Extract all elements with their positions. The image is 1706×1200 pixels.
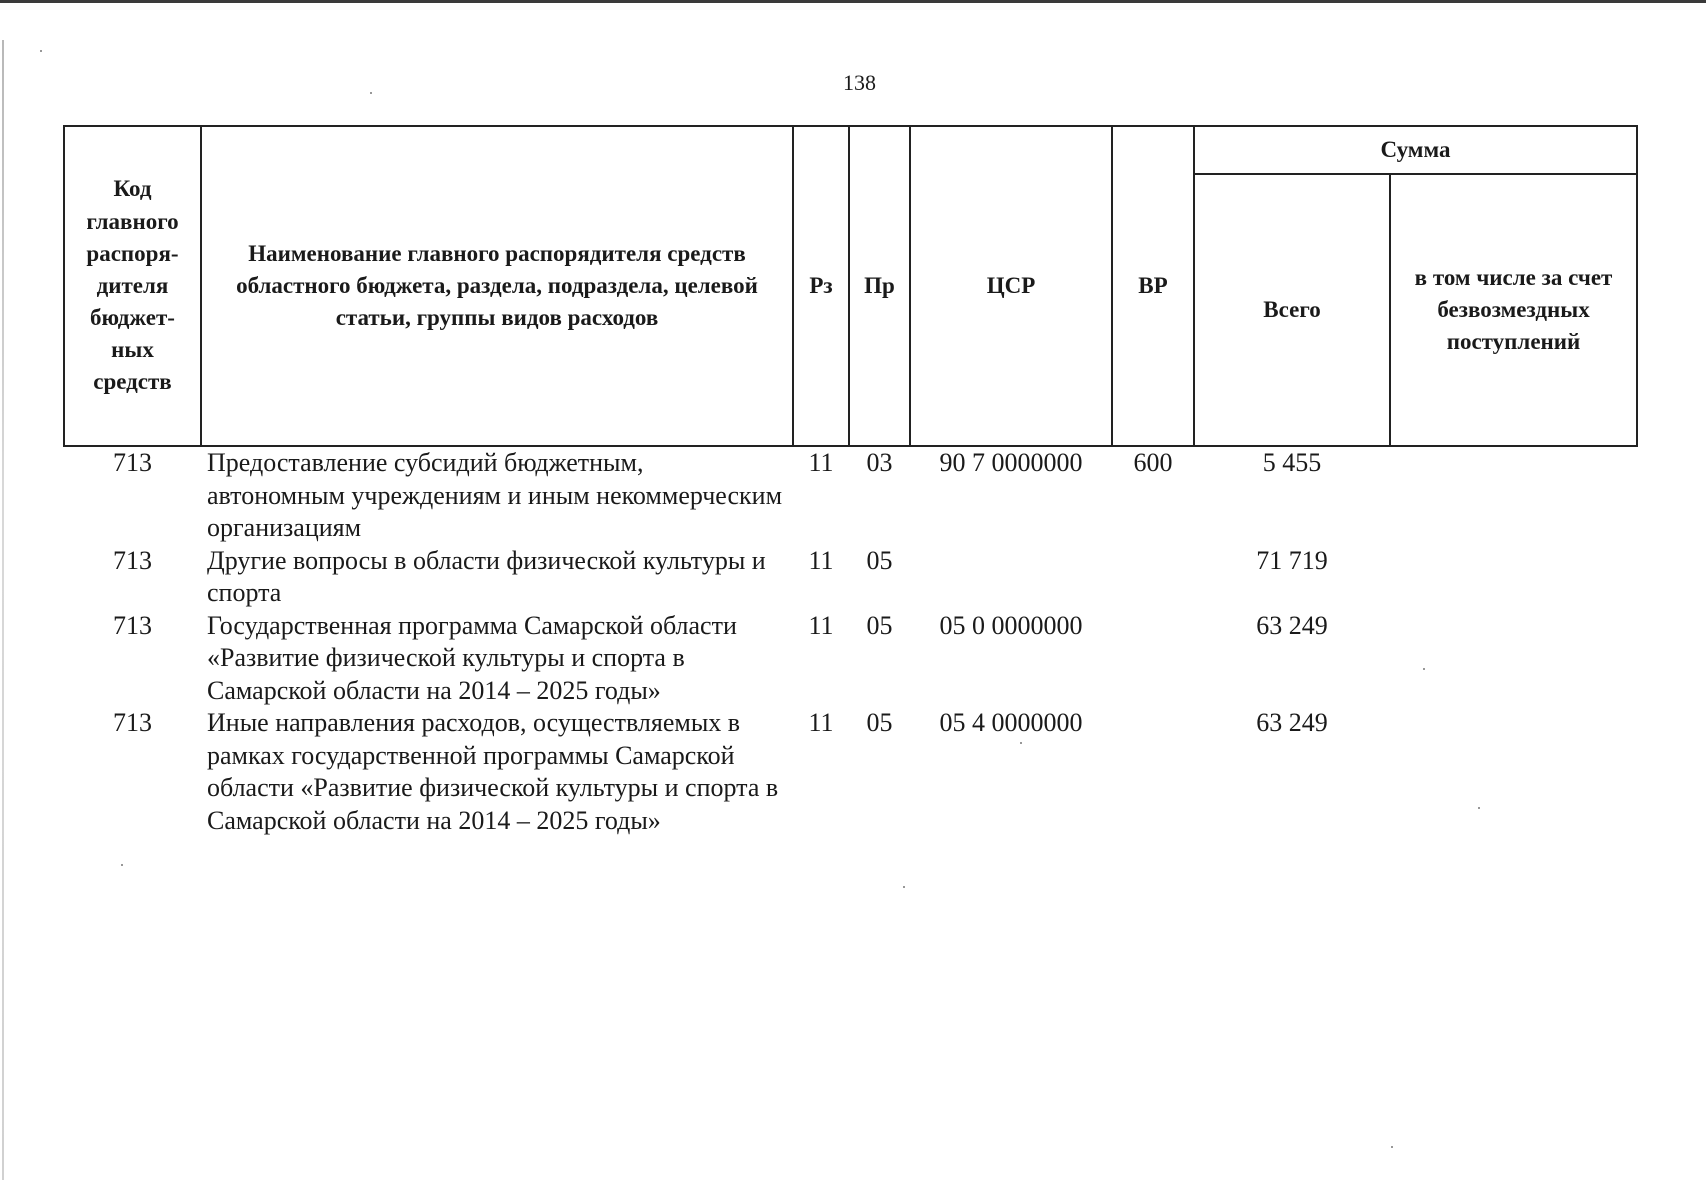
header-total: Всего (1194, 174, 1390, 446)
cell-code: 713 (113, 448, 152, 477)
scan-speck (903, 886, 905, 888)
scan-top-edge (0, 0, 1706, 3)
table-row (64, 446, 1637, 545)
budget-table (63, 125, 1638, 837)
cell-vr (1112, 707, 1194, 837)
cell-csr: 05 0 0000000 (939, 610, 1083, 640)
cell-name: Другие вопросы в области физической культуры и спорта (207, 545, 766, 607)
cell-total: 63 249 (1256, 708, 1328, 737)
cell-name: Государственная программа Самарской области «Развитие физической культуры и спорта в Самарской области на 2014 – 2025 годы» (207, 610, 737, 705)
header-code: Код главного распоря-дителя бюджет-ных средств (64, 126, 201, 446)
cell-pr: 05 (866, 545, 893, 575)
header-pr: Пр (849, 126, 910, 446)
table-row (64, 610, 1637, 708)
scan-left-edge (2, 40, 4, 1180)
cell-csr (910, 545, 1112, 610)
cell-pr: 05 (866, 708, 893, 737)
scan-speck (1391, 1146, 1393, 1148)
cell-gratuitous (1390, 545, 1637, 610)
cell-total: 71 719 (1256, 545, 1328, 575)
header-rz: Рз (793, 126, 849, 446)
cell-gratuitous (1390, 610, 1637, 708)
cell-csr: 90 7 0000000 (939, 448, 1083, 477)
header-vr: ВР (1112, 126, 1194, 446)
scan-speck (121, 864, 123, 866)
cell-pr: 05 (866, 610, 893, 640)
cell-csr: 05 4 0000000 (939, 708, 1083, 737)
cell-rz: 11 (808, 545, 834, 575)
cell-rz: 11 (808, 610, 834, 640)
table-row (64, 707, 1637, 837)
cell-vr (1112, 610, 1194, 708)
scan-speck (370, 92, 372, 94)
cell-gratuitous (1390, 446, 1637, 545)
scan-speck (40, 50, 42, 52)
cell-gratuitous (1390, 707, 1637, 837)
cell-rz: 11 (808, 708, 834, 737)
header-sum: Сумма (1194, 126, 1637, 174)
table-row (64, 545, 1637, 610)
cell-name: Иные направления расходов, осуществляемых в рамках государственной программы Самарской области «Развитие физической культуры и спорта в Самарской области на 2014 – 2025 годы» (207, 708, 779, 835)
cell-code: 713 (113, 708, 152, 737)
page-number: 138 (843, 70, 876, 95)
cell-name: Предоставление субсидий бюджетным, автономным учреждениям и иным некоммерческим организациям (207, 448, 783, 542)
header-csr: ЦСР (910, 126, 1112, 446)
cell-total: 5 455 (1262, 448, 1322, 477)
cell-code: 713 (113, 610, 152, 640)
cell-total: 63 249 (1256, 610, 1328, 640)
header-gratuitous: в том числе за счет безвозмездных поступлений (1390, 174, 1637, 446)
cell-pr: 03 (866, 448, 893, 477)
header-name: Наименование главного распорядителя средств областного бюджета, раздела, подраздела, целевой статьи, группы видов расходов (201, 126, 793, 446)
cell-vr: 600 (1133, 448, 1173, 477)
cell-vr (1112, 545, 1194, 610)
cell-rz: 11 (808, 448, 834, 477)
cell-code: 713 (113, 545, 152, 575)
